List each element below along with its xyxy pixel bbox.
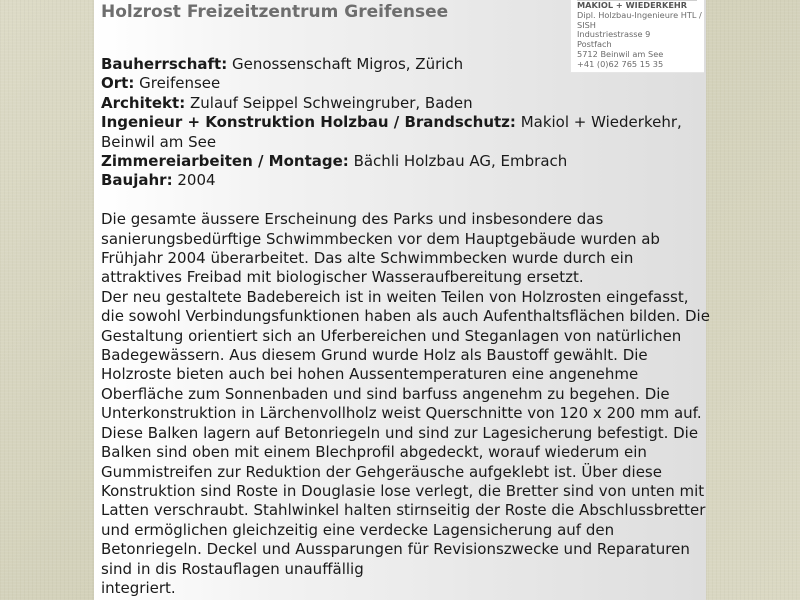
company-address-pobox: Postfach xyxy=(577,39,612,50)
fact-row-ort xyxy=(101,74,693,93)
fact-label: Zimmereiarbeiten / Montage: xyxy=(101,152,349,171)
body-line: Die gesamte äussere Erscheinung des Parks und insbesondere das xyxy=(101,210,604,229)
body-line: sind in dis Rostauflagen unauffällig xyxy=(101,559,364,578)
fact-label: Baujahr: xyxy=(101,171,173,190)
company-line: SISH xyxy=(577,19,596,30)
company-address-street: Industriestrasse 9 xyxy=(577,29,651,40)
body-line: sanierungsbedürftige Schwimmbecken vor dem Hauptgebäude wurden ab xyxy=(101,229,660,248)
body-line: Unterkonstruktion in Lärchenvollholz weist Querschnitte von 120 x 200 mm auf. xyxy=(101,404,702,423)
fact-row-zimmerei xyxy=(101,152,693,171)
fact-value: Bächli Holzbau AG, Embrach xyxy=(353,152,568,171)
fact-value: Genossenschaft Migros, Zürich xyxy=(231,55,464,73)
company-name: MAKIOL + WIEDERKEHR xyxy=(577,0,688,10)
fact-value: Makiol + Wiederkehr, xyxy=(520,113,682,132)
project-content xyxy=(101,55,710,598)
paragraph-spacer xyxy=(101,191,693,210)
body-line: Oberfläche zum Sonnenbaden und sind barfuss angenehm zu begehen. Die xyxy=(101,384,670,403)
body-line: Badegewässern. Aus diesem Grund wurde Holz als Baustoff gewählt. Die xyxy=(101,346,648,365)
fact-value: Greifensee xyxy=(139,74,221,93)
body-line: attraktives Freibad mit biologischer Wasseraufbereitung ersetzt. xyxy=(101,268,584,287)
body-line: Konstruktion sind Roste in Douglasie lose verlegt, die Bretter sind von unten mit xyxy=(101,481,705,500)
fact-row-baujahr xyxy=(101,171,693,190)
fact-value: Zulauf Seippel Schweingruber, Baden xyxy=(190,93,473,112)
body-line: die sowohl Verbindungsfunktionen haben als auch Aufenthaltsflächen bilden. Die xyxy=(101,307,710,326)
body-line: und ermöglichen gleichzeitig eine verdecke Lagensicherung auf den xyxy=(101,520,615,539)
body-line: integriert. xyxy=(101,578,176,597)
body-line: Betonriegeln. Deckel und Aussparungen für Revisionszwecke und Reparaturen xyxy=(101,540,690,559)
fact-value: 2004 xyxy=(177,171,216,190)
fact-label: Ort: xyxy=(101,74,135,93)
fact-label: Architekt: xyxy=(101,93,186,112)
page-title: Holzrost Freizeitzentrum Greifensee xyxy=(101,2,449,22)
company-phone: +41 (0)62 765 15 35 xyxy=(577,58,664,69)
body-line: Der neu gestaltete Badebereich ist in weiten Teilen von Holzrosten eingefasst, xyxy=(101,287,689,306)
fact-row-ingenieur-cont xyxy=(101,133,693,152)
company-line: Dipl. Holzbau-Ingenieure HTL / xyxy=(577,9,702,20)
fact-value: Beinwil am See xyxy=(101,132,217,151)
fact-label: Bauherrschaft: xyxy=(101,55,228,73)
body-line: Holzroste bieten auch bei hohen Aussentemperaturen eine angenehme xyxy=(101,365,639,384)
fact-row-ingenieur xyxy=(101,113,693,132)
description-paragraph xyxy=(101,210,710,598)
body-line: Latten verschraubt. Stahlwinkel halten stirnseitig der Roste die Abschlussbretter xyxy=(101,501,706,520)
body-line: Diese Balken lagern auf Betonriegeln und sind zur Lagesicherung befestigt. Die xyxy=(101,423,699,442)
body-line: Balken sind oben mit einem Blechprofil abgedeckt, worauf wiederum ein xyxy=(101,443,647,462)
body-line: Gestaltung orientiert sich an Uferbereichen und Steganlagen von natürlichen xyxy=(101,326,682,345)
fact-row-architekt xyxy=(101,94,693,113)
fact-row-bauherrschaft xyxy=(101,55,693,74)
fact-label: Ingenieur + Konstruktion Holzbau / Brandschutz: xyxy=(101,113,516,132)
body-line: Frühjahr 2004 überarbeitet. Das alte Schwimmbecken wurde durch ein xyxy=(101,249,634,268)
body-line: Gummistreifen zur Reduktion der Gehgeräusche aufgeklebt ist. Über diese xyxy=(101,462,662,481)
company-address-city: 5712 Beinwil am See xyxy=(577,48,664,59)
